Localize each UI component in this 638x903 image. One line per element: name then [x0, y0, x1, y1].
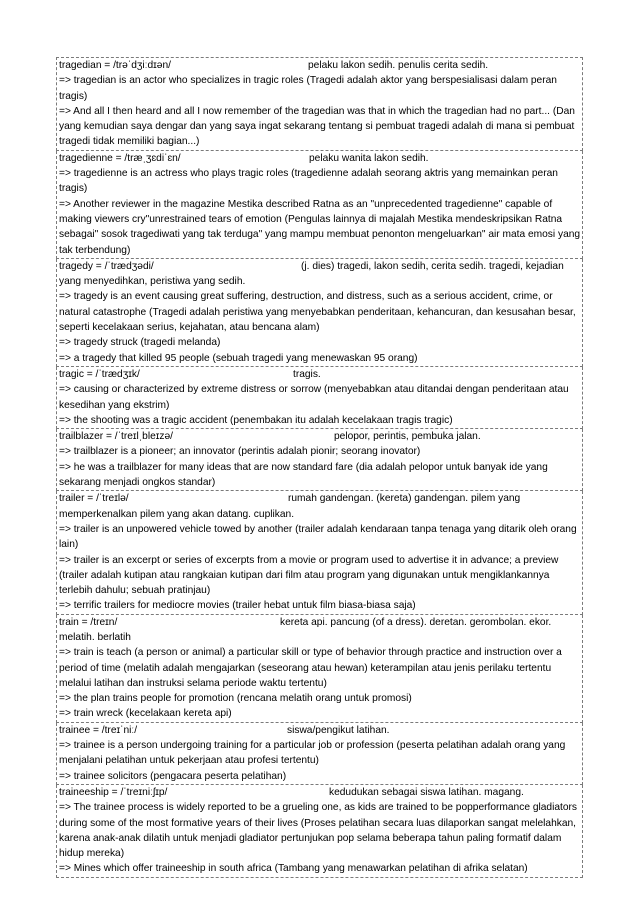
entry-meaning: (j. dies) tragedi, lakon sedih, cerita sedih. tragedi, kejadian [301, 260, 564, 272]
dictionary-entry [56, 429, 583, 491]
entry-meaning: kereta api. pancung (of a dress). deretan. gerombolan. ekor. [280, 616, 552, 628]
entry-meaning-continued: yang menyedihkan, peristiwa yang sedih. [59, 276, 246, 288]
entry-line: => causing or characterized by extreme distress or sorrow (menyebabkan atau ditandai dengan penderitaan atau kesedihan yang ekstrim) [59, 384, 569, 411]
dictionary-entry [56, 259, 583, 367]
entry-meaning: pelaku wanita lakon sedih. [309, 152, 429, 164]
entry-term: traineeship = /ˈtreɪniːʃɪp/ [59, 786, 168, 798]
entry-term: train = /treɪn/ [59, 616, 118, 628]
entry-line: => Mines which offer traineeship in south africa (Tambang yang menawarkan pelatihan di afrika selatan) [59, 863, 528, 875]
dictionary-entry [56, 57, 583, 151]
entry-line: => Another reviewer in the magazine Mestika described Ratna as an "unprecedented tragedienne" capable of making viewers cry"unrestrained tears of emotion (Pengulas lainnya di majalah Mestika mendeskripsikan Ratna sebagai" sosok tragediwati yang tak terduga" yang mampu membuat penonton mengeluarkan" air mata emosi yang tak terbendung) [59, 198, 581, 256]
entry-line: => tragedy struck (tragedi melanda) [59, 337, 221, 349]
entry-meaning: rumah gandengan. (kereta) gandengan. pilem yang [288, 493, 521, 505]
dictionary-entry [56, 367, 583, 429]
dictionary-entry [56, 151, 583, 259]
entry-header [59, 491, 581, 506]
entry-line: => he was a trailblazer for many ideas that are now standard fare (dia adalah pelopor untuk banyak ide yang sekarang menjadi ongkos standar) [59, 461, 548, 489]
entry-term: trainee = /treɪˈniː/ [59, 724, 138, 736]
entry-header [59, 723, 581, 738]
entry-header [59, 151, 581, 166]
entry-meaning: siswa/pengikut latihan. [287, 724, 390, 736]
entry-header [59, 367, 581, 382]
dictionary-page [56, 57, 583, 878]
entry-term: tragedienne = /træˌʒɛdiˈɛn/ [59, 152, 181, 164]
dictionary-entry [56, 615, 583, 723]
entry-term: trailblazer = /ˈtreɪlˌbleɪzə/ [59, 431, 173, 443]
entry-term: tragedian = /trəˈdʒiːdɪən/ [59, 60, 171, 71]
entry-line: => trainee solicitors (pengacara peserta pelatihan) [59, 770, 287, 782]
entry-header [59, 58, 581, 73]
entry-meaning: pelopor, perintis, pembuka jalan. [334, 431, 481, 443]
entry-meaning: kedudukan sebagai siswa latihan. magang. [329, 786, 524, 798]
entry-header [59, 615, 581, 630]
entry-meaning: pelaku lakon sedih. penulis cerita sedih. [308, 60, 489, 71]
entry-line: => terrific trailers for mediocre movies (trailer hebat untuk film biasa-biasa saja) [59, 600, 416, 612]
dictionary-entry [56, 785, 583, 878]
entry-header [59, 429, 581, 444]
entry-term: tragedy = /ˈtrædʒədi/ [59, 260, 154, 272]
dictionary-entry [56, 723, 583, 785]
entry-header [59, 259, 581, 274]
entry-line: => train wreck (kecelakaan kereta api) [59, 708, 232, 720]
entry-header [59, 785, 581, 800]
entry-line: => trainee is a person undergoing training for a particular job or profession (peserta pelatihan adalah orang yang menjalani pelatihan untuk pekerjaan atau profesi tertentu) [59, 740, 566, 767]
entry-term: trailer = /ˈtreɪlə/ [59, 493, 129, 505]
dictionary-entry [56, 491, 583, 614]
entry-line: => The trainee process is widely reported to be a grueling one, as kids are trained to be popperformance gladiators during some of the most formative years of their lives (Proses pelatihan secara luas dilaporkan sangat melelahkan, karena anak-anak dilatih untuk menjadi gladiator pertunjukan pop selama beberapa tahun paling formatif dalam hidup mereka) [59, 802, 577, 860]
entry-line: => tragedy is an event causing great suffering, destruction, and distress, such as a serious accident, crime, or natural catastrophe (Tragedi adalah peristiwa yang menyebabkan penderitaan, kehancuran, dan kesusahan besar, seperti kecelakaan serius, kejahatan, atau bencana alam) [59, 291, 576, 334]
entry-line: => the plan trains people for promotion (rencana melatih orang untuk promosi) [59, 693, 412, 705]
entry-term: tragic = /ˈtrædʒɪk/ [59, 368, 140, 380]
entry-line: => tragedienne is an actress who plays tragic roles (tragedienne adalah seorang aktris yang memainkan peran tragis) [59, 168, 558, 195]
entry-line: => tragedian is an actor who specializes in tragic roles (Tragedi adalah aktor yang berspesialisasi dalam peran tragis) [59, 75, 557, 102]
entry-line: => trailblazer is a pioneer; an innovator (perintis adalah pionir; seorang inovator) [59, 446, 421, 458]
entry-meaning-continued: memperkenalkan pilem yang akan datang. cuplikan. [59, 508, 295, 520]
entry-line: => trailer is an unpowered vehicle towed by another (trailer adalah kendaraan tanpa tenaga yang ditarik oleh orang lain) [59, 523, 577, 551]
entry-meaning-continued: melatih. berlatih [59, 631, 131, 643]
entry-line: => trailer is an excerpt or series of excerpts from a movie or program used to advertise it in advance; a preview (trailer adalah kutipan atau rangkaian kutipan dari film atau program yang digunakan untuk mengiklankannya terlebih dahulu; sebuah pratinjau) [59, 554, 559, 597]
entry-meaning: tragis. [293, 368, 321, 380]
entry-line: => And all I then heard and all I now remember of the tragedian was that in which the tragedian had no part... (Dan yang kemudian saya dengar dan yang saya ingat sekarang tentang si pembuat tragedi adalah di mana si pembuat tragedi tidak memiliki bagian...) [59, 105, 575, 148]
entry-line: => train is teach (a person or animal) a particular skill or type of behavior through practice and instruction over a period of time (melatih adalah mengajarkan (seseorang atau hewan) keterampilan atau jenis perilaku tertentu melalui latihan dan instruksi selama periode waktu tertentu) [59, 647, 562, 689]
entry-line: => the shooting was a tragic accident (penembakan itu adalah kecelakaan tragis tragic) [59, 414, 453, 426]
entry-line: => a tragedy that killed 95 people (sebuah tragedi yang menewaskan 95 orang) [59, 352, 418, 364]
